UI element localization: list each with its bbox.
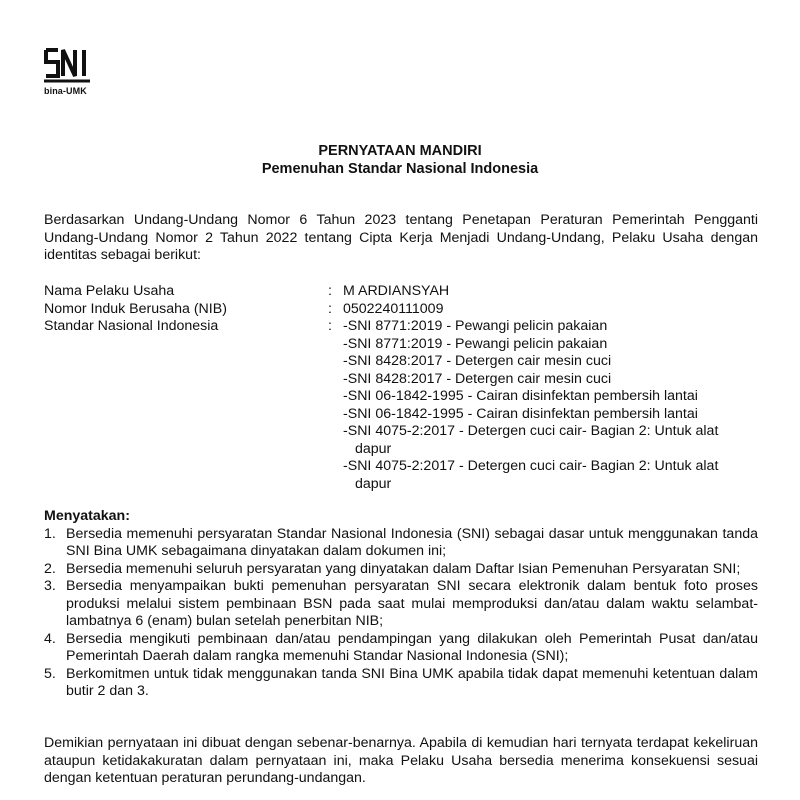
- identity-row-nib: [44, 301, 758, 319]
- standard-item: -SNI 06-1842-1995 - Cairan disinfektan pembersih lantai: [343, 405, 698, 422]
- declaration-item: [44, 631, 758, 666]
- standards-list: [343, 318, 758, 493]
- document-title: PERNYATAAN MANDIRI: [318, 143, 482, 159]
- standard-item: -SNI 06-1842-1995 - Cairan disinfektan pembersih lantai: [343, 388, 698, 404]
- item-text: Bersedia mengikuti pembinaan dan/atau pendampingan yang dilakukan oleh Pemerintah Pusat dan/atau Pemerintah Daerah dalam rangka memenuhi Standar Nasional Indonesia (SNI);: [66, 630, 758, 664]
- standard-item: -SNI 4075-2:2017 - Detergen cuci cair- Bagian 2: Untuk alat dapur: [343, 423, 719, 457]
- item-text: Bersedia menyampaikan bukti pemenuhan persyaratan SNI secara elektronik dalam bentuk foto proses produksi melalui sistem pembinaan BSN pada saat mulai memproduksi dan/atau dalam waktu selambat-lambatnya 6 (enam) bulan setelah penerbitan NIB;: [66, 578, 758, 629]
- separator: :: [328, 300, 332, 317]
- declaration-section: [44, 508, 758, 701]
- standard-item: -SNI 8771:2019 - Pewangi pelicin pakaian: [343, 318, 608, 334]
- document-subtitle: Pemenuhan Standar Nasional Indonesia: [261, 161, 539, 177]
- identity-row-name: [44, 283, 758, 301]
- name-value: M ARDIANSYAH: [343, 283, 450, 299]
- logo-subtitle: bina-UMK: [44, 86, 87, 96]
- standard-item: -SNI 4075-2:2017 - Detergen cuci cair- Bagian 2: Untuk alat dapur: [343, 458, 719, 492]
- closing-paragraph: Demikian pernyataan ini dibuat dengan sebenar-benarnya. Apabila di kemudian hari ternyata terdapat kekeliruan ataupun ketidakakuratan dalam pernyataan ini, maka Pelaku Usaha bersedia menerima konsekuensi sesuai dengan ketentuan peraturan perundang-undangan.: [44, 735, 758, 786]
- intro-paragraph: Berdasarkan Undang-Undang Nomor 6 Tahun 2023 tentang Penetapan Peraturan Pemerintah Pengganti Undang-Undang Nomor 2 Tahun 2022 tentang Cipta Kerja Menjadi Undang-Undang, Pelaku Usaha dengan identitas sebagai berikut:: [44, 212, 758, 263]
- item-number: 1.: [44, 525, 56, 542]
- nib-value: 0502240111009: [343, 300, 444, 317]
- name-label: Nama Pelaku Usaha: [44, 283, 175, 299]
- sni-mark-icon: [44, 44, 92, 84]
- sni-label: Standar Nasional Indonesia: [44, 318, 219, 334]
- identity-section: [44, 283, 758, 493]
- item-text: Berkomitmen untuk tidak menggunakan tanda SNI Bina UMK apabila tidak dapat memenuhi ketentuan dalam butir 2 dan 3.: [66, 665, 758, 699]
- item-number: 2.: [44, 560, 56, 577]
- separator: :: [328, 318, 332, 334]
- declaration-item: [44, 578, 758, 631]
- declaration-list: [44, 526, 758, 701]
- standard-item: -SNI 8428:2017 - Detergen cair mesin cuci: [343, 353, 612, 369]
- item-number: 3.: [44, 578, 56, 594]
- identity-row-sni: [44, 318, 758, 493]
- item-text: Bersedia memenuhi seluruh persyaratan yang dinyatakan dalam Daftar Isian Pemenuhan Persyaratan SNI;: [66, 560, 741, 577]
- nib-label: Nomor Induk Berusaha (NIB): [44, 300, 227, 317]
- item-number: 4.: [44, 630, 56, 647]
- declaration-item: [44, 666, 758, 701]
- declaration-item: [44, 561, 758, 579]
- document-title-block: [0, 142, 800, 178]
- separator: :: [328, 283, 332, 299]
- item-text: Bersedia memenuhi persyaratan Standar Nasional Indonesia (SNI) sebagai dasar untuk menggunakan tanda SNI Bina UMK sebagaimana dinyatakan dalam dokumen ini;: [66, 525, 758, 559]
- standard-item: -SNI 8771:2019 - Pewangi pelicin pakaian: [343, 335, 608, 352]
- declaration-item: [44, 526, 758, 561]
- item-number: 5.: [44, 665, 56, 682]
- standard-item: -SNI 8428:2017 - Detergen cair mesin cuci: [343, 370, 612, 387]
- declaration-title: Menyatakan:: [44, 508, 130, 524]
- sni-logo: [44, 44, 104, 96]
